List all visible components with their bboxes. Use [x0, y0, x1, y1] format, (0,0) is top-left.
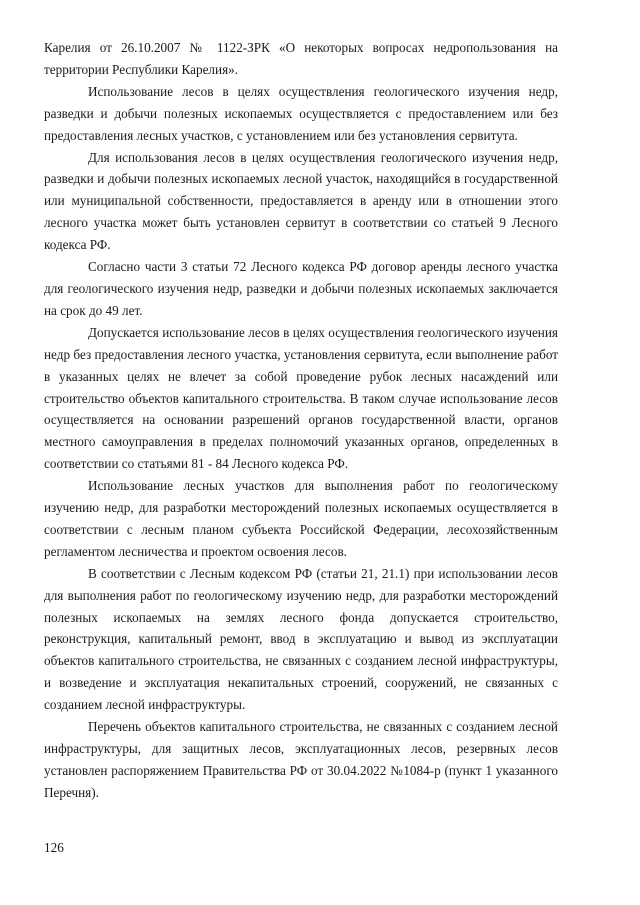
paragraph: Для использования лесов в целях осуществления геологического изучения недр, разведки и добычи полезных ископаемых лесной участок, находящийся в государственной или муниципальной собственности, предоставляется в аренду или в отношении этого лесного участка может быть установлен сервитут в соответствии со статьей 9 Лесного кодекса РФ. — [44, 149, 558, 253]
document-body — [44, 37, 558, 804]
paragraph: Допускается использование лесов в целях осуществления геологического изучения недр без предоставления лесного участка, установления сервитута, если выполнение работ в указанных целях не влечет за собой проведение рубок лесных насаждений или строительство объектов капитального строительства. В таком случае использование лесов осуществляется на основании разрешений органов государственной власти, органов местного самоуправления в пределах полномочий указанных органов, определенных в соответствии со статьями 81 - 84 Лесного кодекса РФ. — [44, 324, 558, 472]
paragraph: В соответствии с Лесным кодексом РФ (статьи 21, 21.1) при использовании лесов для выполнения работ по геологическому изучению недр, для разработки месторождений полезных ископаемых на землях лесного фонда допускается строительство, реконструкция, капитальный ремонт, ввод в эксплуатацию и вывод из эксплуатации объектов капитального строительства, не связанных с созданием лесной инфраструктуры, и возведение и эксплуатация некапитальных строений, сооружений, не связанных с созданием лесной инфраструктуры. — [44, 565, 558, 713]
paragraph: Использование лесных участков для выполнения работ по геологическому изучению недр, для разработки месторождений полезных ископаемых осуществляется в соответствии с лесным планом субъекта Российской Федерации, лесохозяйственным регламентом лесничества и проектом освоения лесов. — [44, 478, 558, 559]
paragraph: Согласно части 3 статьи 72 Лесного кодекса РФ договор аренды лесного участка для геологического изучения недр, разведки и добычи полезных ископаемых заключается на срок до 49 лет. — [44, 259, 558, 318]
paragraph-continued: Карелия от 26.10.2007 № 1122-ЗРК «О некоторых вопросах недропользования на территории Республики Карелия». — [44, 40, 558, 77]
page-number: 126 — [44, 840, 64, 855]
paragraph: Перечень объектов капитального строительства, не связанных с созданием лесной инфраструктуры, для защитных лесов, эксплуатационных лесов, резервных лесов установлен распоряжением Правительства РФ от 30.04.2022 №1084-р (пункт 1 указанного Перечня). — [44, 719, 558, 800]
paragraph: Использование лесов в целях осуществления геологического изучения недр, разведки и добычи полезных ископаемых осуществляется с предоставлением или без предоставления лесных участков, с установлением или без установления сервитута. — [44, 83, 558, 143]
